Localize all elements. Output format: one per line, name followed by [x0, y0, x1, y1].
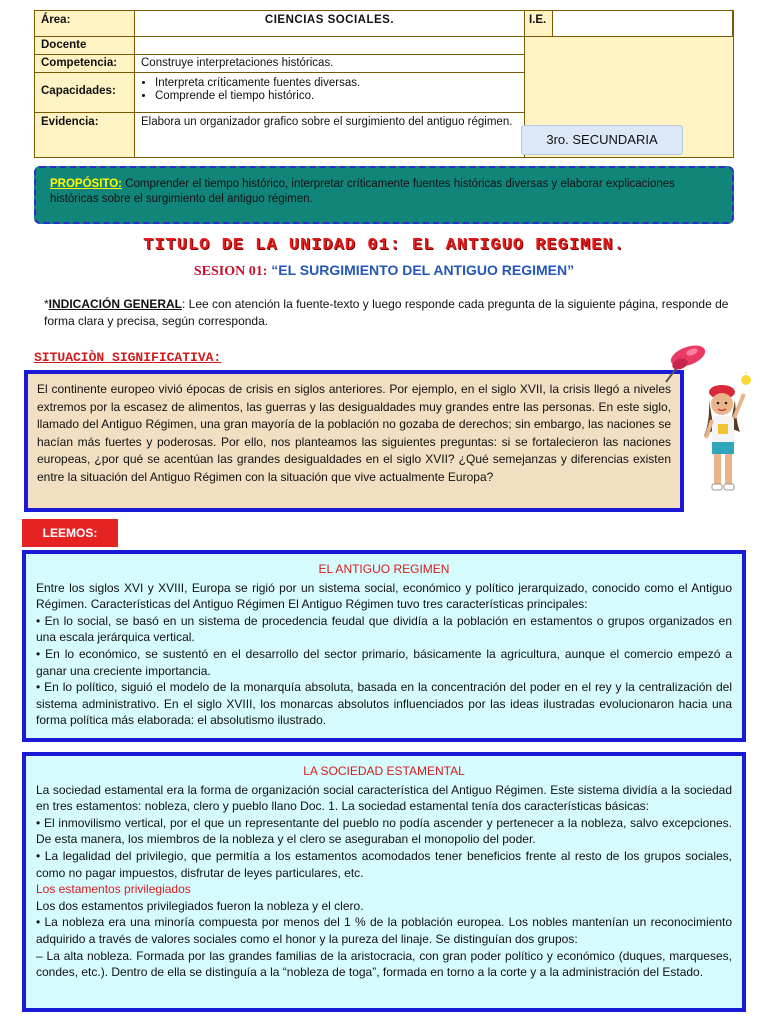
capacidad-item: • Comprende el tiempo histórico. — [155, 90, 518, 103]
docente-value — [135, 37, 525, 55]
ie-label: I.E. — [525, 11, 553, 37]
section-title: EL ANTIGUO REGIMEN — [318, 562, 450, 576]
area-value: CIENCIAS SOCIALES. — [135, 11, 525, 37]
ie-value — [553, 11, 733, 37]
capacidades-label: Capacidades: — [35, 73, 135, 113]
paragraph: Entre los siglos XVI y XVIII, Europa se rigió por un sistema social, económico y político jerarquizado, conocido como el Antiguo Régimen. Características del Antiguo Régimen El Antiguo Régimen tuvo tres características principales: — [36, 580, 732, 612]
sociedad-estamental-box — [22, 752, 746, 1012]
leemos-label: LEEMOS: — [22, 519, 118, 547]
proposito-text: Comprender el tiempo histórico, interpretar críticamente fuentes históricas diversas y elaborar explicaciones históricas sobre el surgimiento del antiguo régimen. — [50, 178, 675, 205]
proposito-box — [34, 166, 734, 224]
paragraph: • El inmovilismo vertical, por el que un representante del pueblo no podía ascender y pertenecer a la nobleza, salvo excepciones. De esta manera, los miembros de la nobleza y el clero se aseguraban el monopolio del poder. — [36, 815, 732, 847]
capacidad-item: • Interpreta críticamente fuentes diversas. — [155, 77, 518, 90]
subsection-title: Los estamentos privilegiados — [36, 882, 191, 897]
area-label: Área: — [35, 11, 135, 37]
competencia-label: Competencia: — [35, 55, 135, 73]
student-girl-icon — [698, 372, 754, 498]
session-prefix: SESION 01: — [193, 264, 268, 279]
session-title — [0, 262, 768, 280]
docente-label: Docente — [35, 37, 135, 55]
unit-title: TITULO DE LA UNIDAD 01: EL ANTIGUO REGIMEN. — [143, 236, 625, 255]
grade-badge: 3ro. SECUNDARIA — [521, 125, 683, 155]
competencia-value: Construye interpretaciones históricas. — [135, 55, 525, 73]
paragraph: La sociedad estamental era la forma de organización social característica del Antiguo Régimen. Este sistema dividía a la sociedad en tres estamentos: nobleza, clero y pueblo llano Doc. 1. La sociedad estamental tenía dos características básicas: — [36, 782, 732, 814]
antiguo-regimen-box — [22, 550, 746, 742]
paragraph: • En lo político, siguió el modelo de la monarquía absoluta, basada en la concentración del poder en el rey y la centralización del sistema administrativo. En el siglo XVIII, los monarcas absolutos influenciados por las ideas ilustradas evolucionaron hacia una forma política más elaborada: el absolutismo ilustrado. — [36, 680, 732, 728]
paragraph: • En lo económico, se sustentó en el desarrollo del sector primario, básicamente la agricultura, aunque el comercio empezó a ganar una creciente importancia. — [36, 646, 732, 678]
instruction-text: : Lee con atención la fuente-texto y luego responde cada pregunta de la siguiente página, responde de forma clara y precisa, según corresponda. — [44, 297, 729, 328]
evidencia-value: Elabora un organizador grafico sobre el surgimiento del antiguo régimen. — [135, 113, 525, 157]
paragraph: • La legalidad del privilegio, que permitía a los estamentos acomodados tener beneficios frente al resto de los grupos sociales, como no pagar impuestos, disfrutar de leyes particulares, etc. — [36, 848, 732, 880]
situacion-heading: SITUACIÒN SIGNIFICATIVA: — [34, 350, 222, 365]
evidencia-label: Evidencia: — [35, 113, 135, 157]
paragraph: • La nobleza era una minoría compuesta por menos del 1 % de la población europea. Los nobles mantenían un reconocimiento adquirido a través de valores sociales como el honor y la pureza del linaje. Se distinguían dos grupos: — [36, 915, 732, 946]
general-instruction — [44, 296, 734, 330]
section-title: LA SOCIEDAD ESTAMENTAL — [303, 764, 465, 778]
instruction-lead: INDICACIÓN GENERAL — [48, 297, 183, 311]
situacion-text: El continente europeo vivió épocas de crisis en siglos anteriores. Por ejemplo, en el siglo XVII, la crisis llegó a niveles extremos por la escasez de alimentos, las guerras y las desigualdades muy grandes entre las personas. En este siglo, llamado del Antiguo Régimen, una gran mayoría de la población no gozaba de derechos; sin embargo, las naciones se hacían más fuertes y poderosas. Por ello, nos planteamos las siguientes preguntas: si se fortalecieron las naciones europeas, ¿por qué se acentúan las grandes desigualdades en el siglo XVII? ¿Qué semejanzas y diferencias existen entre la situación del Antiguo Régimen con la situación que vive actualmente Europa? — [37, 382, 671, 484]
header-table — [34, 10, 734, 158]
session-name: “EL SURGIMIENTO DEL ANTIGUO REGIMEN” — [271, 262, 575, 278]
paragraph: • En lo social, se basó en un sistema de procedencia feudal que dividía a la población en estamentos o grupos organizados en una escala jerárquica vertical. — [36, 613, 732, 645]
paragraph: Los dos estamentos privilegiados fueron la nobleza y el clero. — [36, 898, 364, 913]
proposito-tag: PROPÓSITO: — [50, 178, 122, 190]
paragraph: – La alta nobleza. Formada por las grandes familias de la aristocracia, con gran poder político y económico (duques, marqueses, condes, etc.). Dentro de ella se distinguía a la “nobleza de toga”, formada en torno a la corte y a la administración del Estado. — [36, 948, 732, 980]
situacion-box — [24, 370, 684, 512]
capacidades-value — [135, 73, 525, 113]
instruction-prefix: * — [44, 297, 49, 311]
